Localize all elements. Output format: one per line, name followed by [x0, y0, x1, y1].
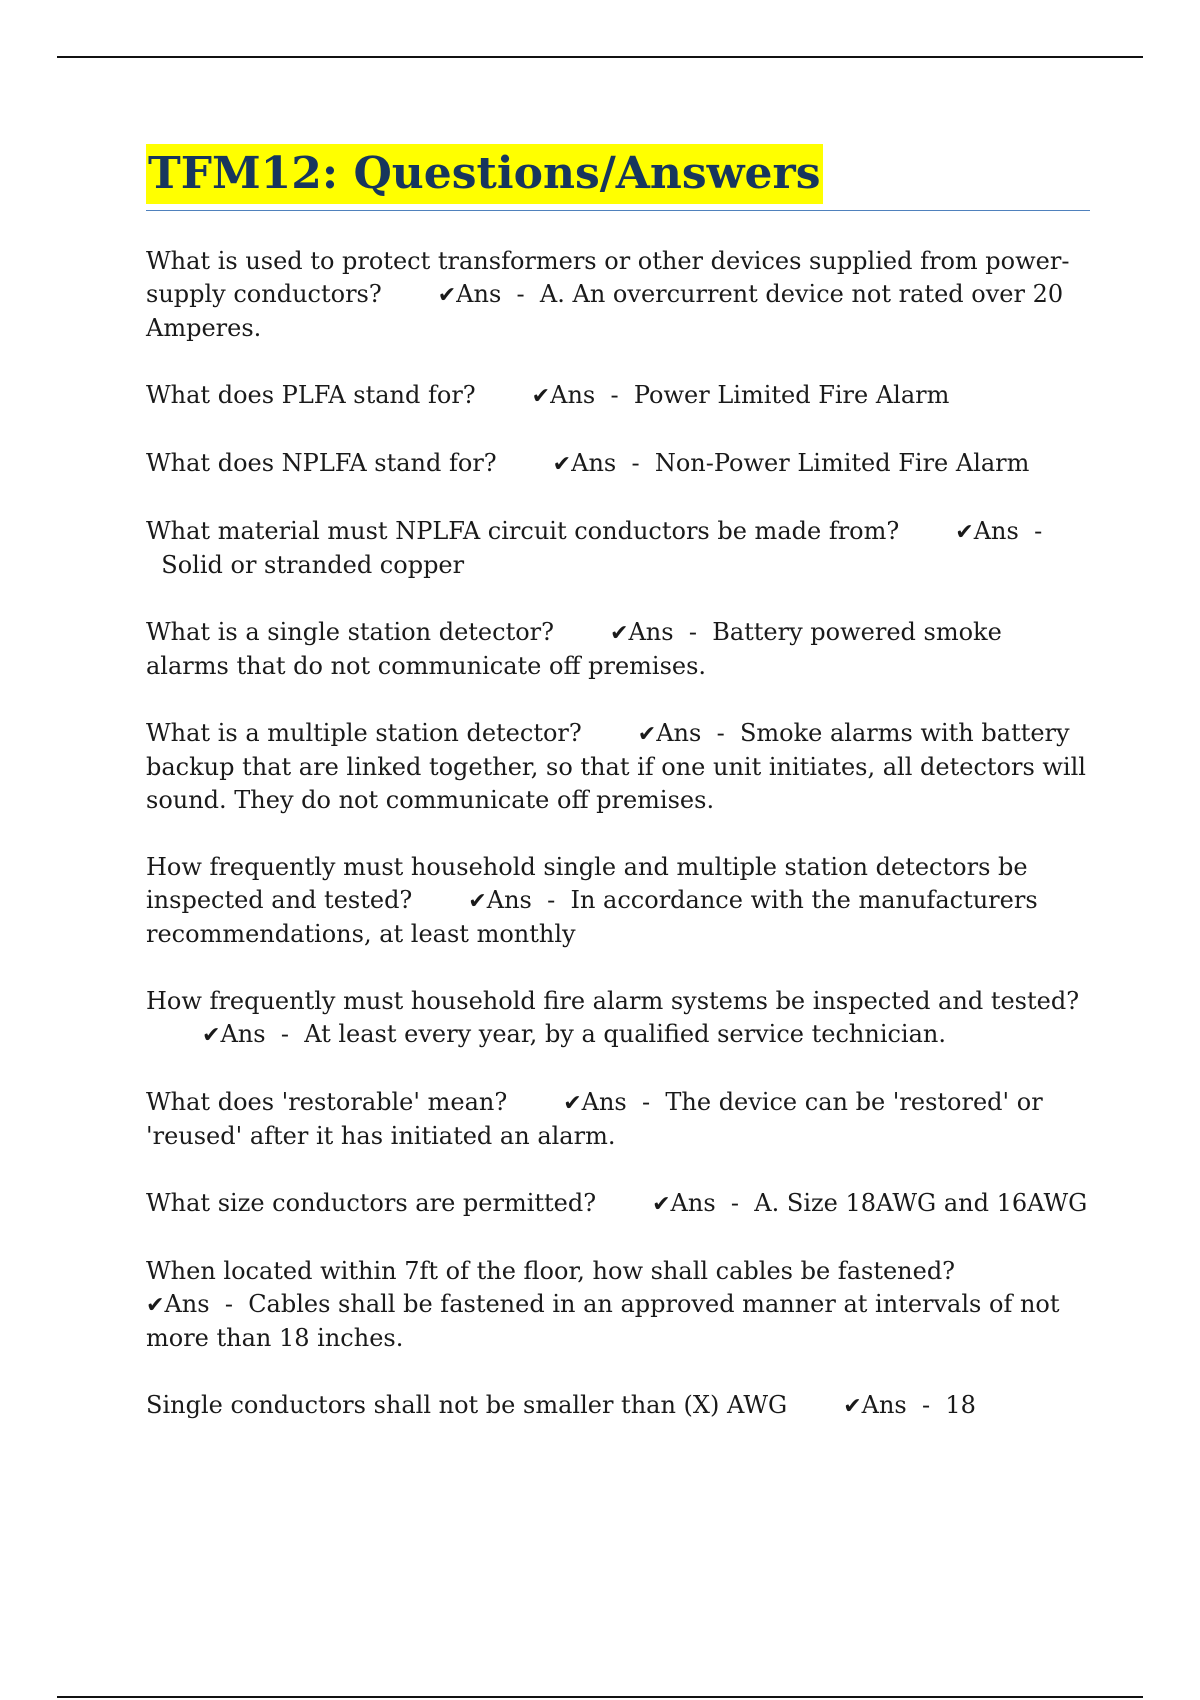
ans-separator: -: [922, 1391, 931, 1419]
checkmark-icon: ✔: [552, 452, 572, 477]
qa-item: [146, 851, 1090, 951]
checkmark-icon: ✔: [437, 283, 457, 308]
answer-text: A. An overcurrent device not rated over 20 Amperes.: [146, 280, 1064, 342]
qa-item: [146, 1086, 1090, 1153]
title-block: [146, 144, 1090, 211]
checkmark-icon: ✔: [955, 520, 974, 545]
answer-text: Smoke alarms with battery backup that are linked together, so that if one unit initiates, all detectors will sound. They do not communicate off premises.: [146, 719, 1086, 814]
qa-item: [146, 515, 1090, 582]
answer-text: Battery powered smoke alarms that do not communicate off premises.: [146, 618, 1002, 680]
answer-text: 18: [945, 1391, 976, 1419]
answer-text: Power Limited Fire Alarm: [633, 381, 950, 409]
answer-text: Solid or stranded copper: [161, 551, 465, 579]
answer-text: A. Size 18AWG and 16AWG: [754, 1189, 1088, 1217]
document-body: [146, 144, 1090, 1457]
ans-separator: -: [224, 1290, 233, 1318]
ans-separator: -: [1034, 517, 1043, 545]
ans-separator: -: [280, 1020, 289, 1048]
checkmark-icon: ✔: [202, 1023, 221, 1048]
answer-text: At least every year, by a qualified service technician.: [304, 1020, 946, 1048]
answer-text: In accordance with the manufacturers recommendations, at least monthly: [146, 886, 1038, 948]
qa-item: [146, 616, 1090, 683]
qa-item: [146, 1255, 1090, 1355]
checkmark-icon: ✔: [468, 889, 487, 914]
question-text: Single conductors shall not be smaller than (X) AWG: [146, 1391, 788, 1419]
checkmark-icon: ✔: [637, 722, 657, 747]
qa-item: [146, 985, 1090, 1052]
question-text: What size conductors are permitted?: [146, 1189, 597, 1217]
ans-label: Ans: [456, 280, 502, 308]
qa-item: [146, 379, 1090, 413]
question-text: What is used to protect transformers or other devices supplied from power-supply conductors?: [146, 247, 1070, 308]
checkmark-icon: ✔: [610, 621, 629, 646]
page-top-rule: [57, 56, 1143, 58]
checkmark-icon: ✔: [843, 1394, 862, 1419]
ans-label: Ans: [164, 1290, 210, 1318]
checkmark-icon: ✔: [563, 1091, 582, 1116]
question-text: When located within 7ft of the floor, how shall cables be fastened?: [146, 1257, 956, 1285]
checkmark-icon: ✔: [146, 1293, 165, 1318]
page-title: TFM12: Questions/Answers: [146, 144, 823, 204]
page-bottom-rule: [57, 1696, 1143, 1698]
ans-label: Ans: [571, 449, 617, 477]
question-text: What material must NPLFA circuit conductors be made from?: [146, 517, 900, 545]
checkmark-icon: ✔: [652, 1192, 671, 1217]
ans-separator: -: [716, 719, 725, 747]
question-text: What does 'restorable' mean?: [146, 1088, 508, 1116]
ans-separator: -: [516, 280, 525, 308]
qa-item: [146, 447, 1090, 481]
question-text: What does NPLFA stand for?: [146, 449, 497, 477]
qa-item: [146, 1187, 1090, 1221]
ans-label: Ans: [220, 1020, 266, 1048]
ans-label: Ans: [486, 886, 532, 914]
ans-label: Ans: [973, 517, 1019, 545]
qa-item: [146, 717, 1090, 817]
ans-separator: -: [642, 1088, 651, 1116]
ans-label: Ans: [581, 1088, 627, 1116]
ans-label: Ans: [656, 719, 702, 747]
question-text: How frequently must household fire alarm systems be inspected and tested?: [146, 987, 1080, 1015]
question-text: What does PLFA stand for?: [146, 381, 476, 409]
qa-item: [146, 1389, 1090, 1423]
ans-separator: -: [688, 618, 697, 646]
ans-label: Ans: [670, 1189, 716, 1217]
answer-text: Non-Power Limited Fire Alarm: [654, 449, 1030, 477]
checkmark-icon: ✔: [531, 384, 551, 409]
question-text: How frequently must household single and multiple station detectors be inspected and tested?: [146, 853, 1028, 914]
ans-separator: -: [610, 381, 619, 409]
ans-label: Ans: [861, 1391, 907, 1419]
question-text: What is a single station detector?: [146, 618, 554, 646]
ans-label: Ans: [628, 618, 674, 646]
qa-item: [146, 245, 1090, 345]
qa-list: [146, 245, 1090, 1423]
ans-separator: -: [547, 886, 556, 914]
answer-text: Cables shall be fastened in an approved manner at intervals of not more than 18 inches.: [146, 1290, 1060, 1352]
ans-label: Ans: [550, 381, 596, 409]
ans-separator: -: [631, 449, 640, 477]
question-text: What is a multiple station detector?: [146, 719, 582, 747]
ans-separator: -: [730, 1189, 740, 1217]
answer-text: The device can be 'restored' or 'reused' after it has initiated an alarm.: [146, 1088, 1043, 1150]
